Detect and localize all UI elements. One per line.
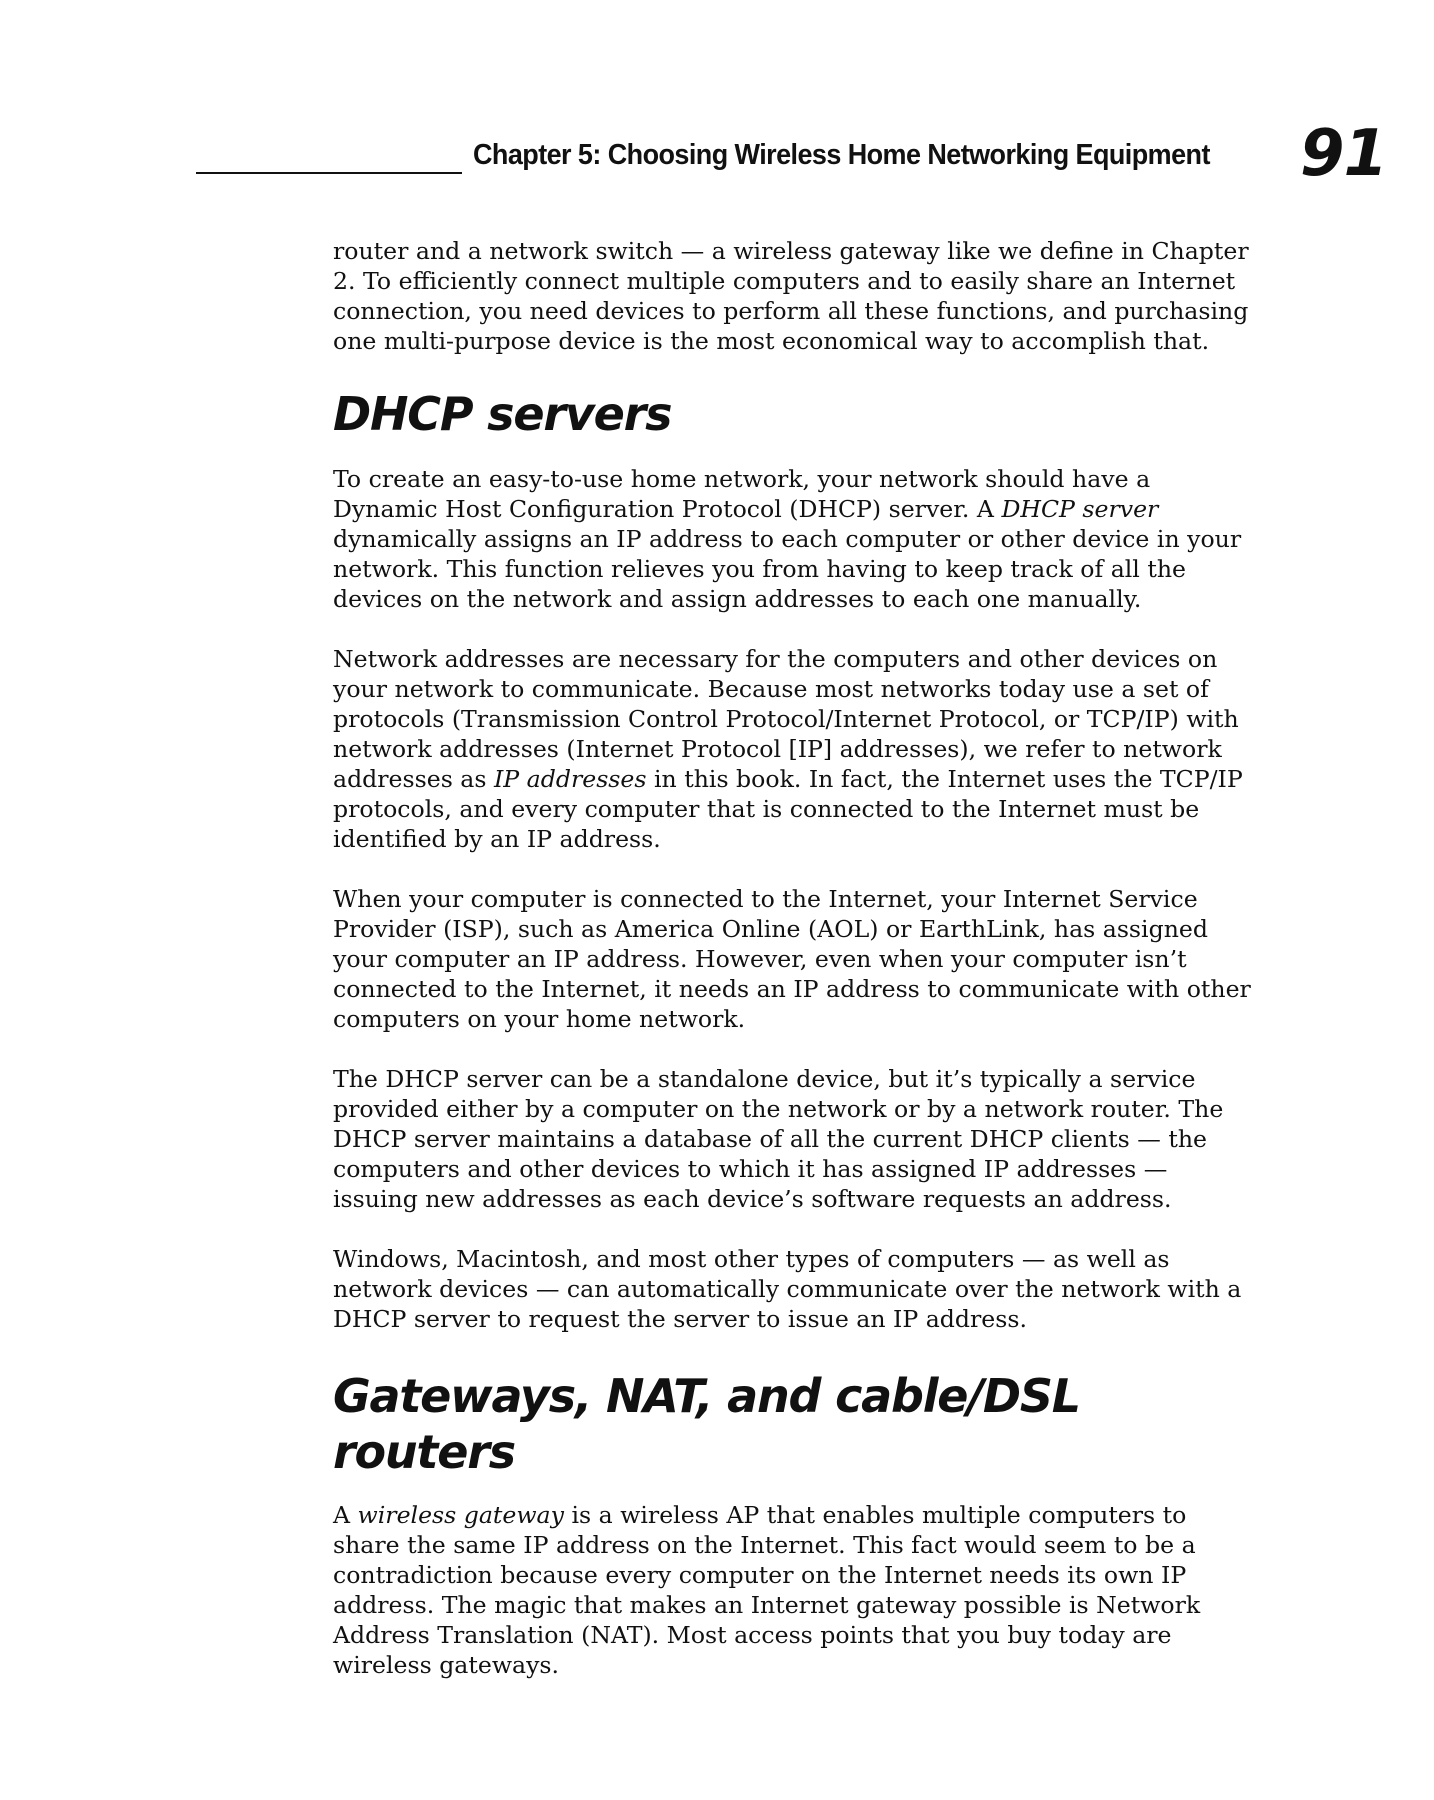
intro-paragraph: router and a network switch — a wireless gateway like we define in Chapter 2. To efficiently connect multiple computers and to easily share an Internet connection, you need devices to perform all these functions, and purchasing one multi-purpose device is the most economical way to accomplish that. <box>333 237 1249 355</box>
term-wireless-gateway: wireless gateway <box>357 1501 564 1529</box>
dhcp-paragraph-2: Network addresses are necessary for the computers and other devices on your network to communicate. Because most networks today use a set of protocols (Transmission Control Protocol/Internet Protocol, or TCP/IP) with network addresses (Internet Protocol [IP] addresses), we refer to network addresses as IP addresses in this book. In fact, the Internet uses the TCP/IP protocols, and every computer that is connected to the Internet must be identified by an IP address. <box>333 645 1243 853</box>
dhcp-paragraph-3: When your computer is connected to the Internet, your Internet Service Provider (ISP), such as America Online (AOL) or EarthLink, has assigned your computer an IP address. However, even when your computer isn’t connected to the Internet, it needs an IP address to communicate with other computers on your home network. <box>333 885 1251 1033</box>
term-dhcp-server: DHCP server <box>1001 495 1159 523</box>
section-heading-gateways: Gateways, NAT, and cable/DSL routers <box>333 1369 1080 1479</box>
dhcp-paragraph-1: To create an easy-to-use home network, your network should have a Dynamic Host Configuration Protocol (DHCP) server. A DHCP server dynamically assigns an IP address to each computer or other device in your network. This function relieves you from having to keep track of all the devices on the network and assign addresses to each one manually. <box>333 465 1242 613</box>
dhcp-paragraph-4: The DHCP server can be a standalone device, but it’s typically a service provided either by a computer on the network or by a network router. The DHCP server maintains a database of all the current DHCP clients — the computers and other devices to which it has assigned IP addresses — issuing new addresses as each device’s software requests an address. <box>333 1065 1224 1213</box>
header-rule <box>196 172 462 174</box>
gateway-paragraph-1: A wireless gateway is a wireless AP that enables multiple computers to share the same IP address on the Internet. This fact would seem to be a contradiction because every computer on the Internet needs its own IP address. The magic that makes an Internet gateway possible is Network Address Translation (NAT). Most access points that you buy today are wireless gateways. <box>333 1501 1201 1679</box>
dhcp-paragraph-5: Windows, Macintosh, and most other types of computers — as well as network devices — can automatically communicate over the network with a DHCP server to request the server to issue an IP address. <box>333 1245 1242 1333</box>
page-number: 91 <box>1300 117 1388 191</box>
term-ip-addresses: IP addresses <box>493 765 647 793</box>
running-header <box>0 117 1434 191</box>
chapter-title: Chapter 5: Choosing Wireless Home Networking Equipment <box>473 139 1210 171</box>
section-heading-dhcp: DHCP servers <box>333 387 672 441</box>
page-body <box>333 236 1255 1710</box>
